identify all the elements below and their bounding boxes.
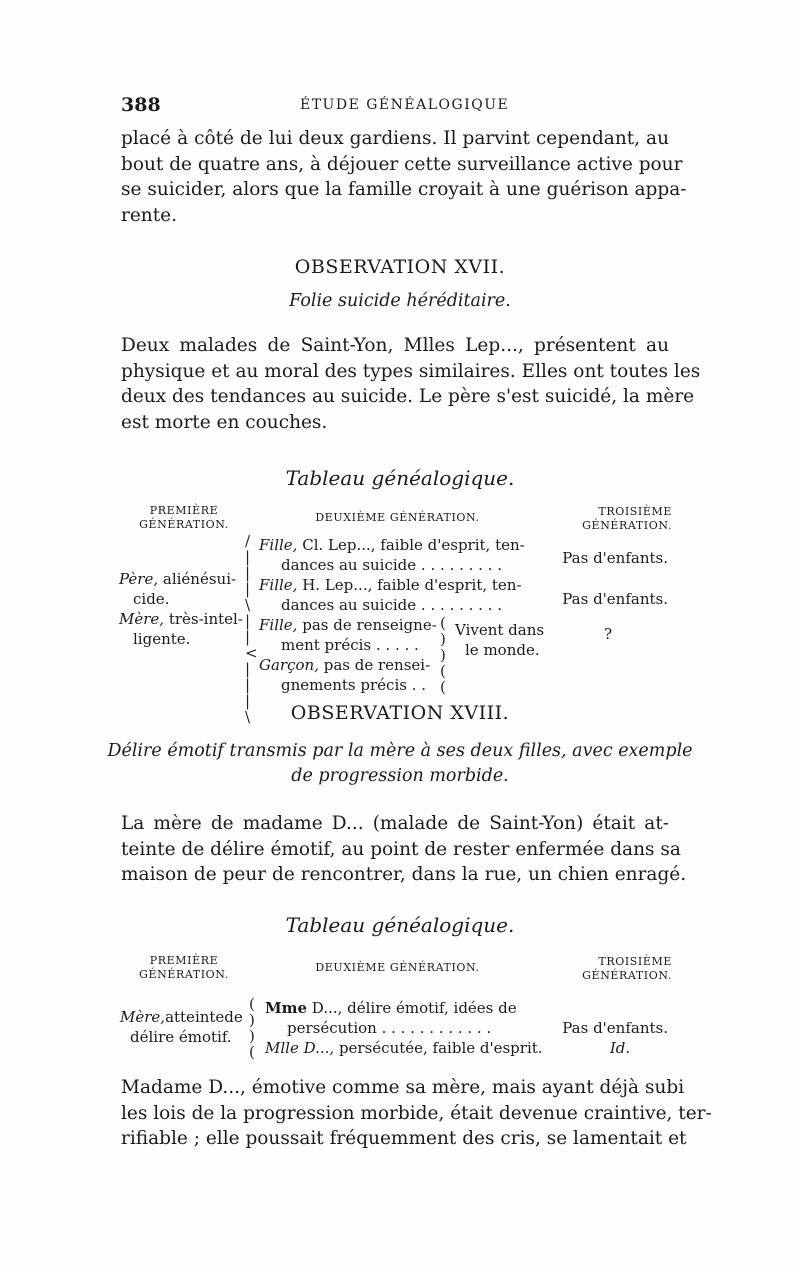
table1-third-gen-3: ? bbox=[603, 625, 613, 643]
observation-17-heading: OBSERVATION XVII. bbox=[294, 256, 506, 278]
cell-text: H. Lep..., faible d'esprit, ten- bbox=[297, 576, 522, 594]
cell-text: le monde. bbox=[465, 641, 540, 659]
table1-second-generation bbox=[259, 535, 525, 695]
text-line: deux des tendances au suicide. Le père s'est suicidé, la mère bbox=[121, 386, 695, 407]
header-line: GÉNÉRATION. bbox=[139, 968, 229, 981]
label: Mère, bbox=[120, 1008, 166, 1026]
cell-text: gnements précis . . bbox=[281, 676, 427, 694]
cell-text: dances au suicide . . . . . . . . . bbox=[281, 596, 502, 614]
label: Père, bbox=[119, 570, 159, 588]
table-cell-line bbox=[259, 595, 525, 615]
page-number: 388 bbox=[121, 94, 161, 116]
cell-text: Cl. Lep..., faible d'esprit, ten- bbox=[297, 536, 525, 554]
cell-text: persécution . . . . . . . . . . . . bbox=[287, 1019, 492, 1037]
table2-col2-header: DEUXIÈME GÉNÉRATION. bbox=[315, 961, 480, 974]
table1-brace-right: ( ) ) ( ( bbox=[440, 614, 446, 696]
cell-text: pas de renseigne- bbox=[297, 616, 437, 634]
header-line: GÉNÉRATION. bbox=[582, 519, 672, 532]
cell-text: atteintede bbox=[165, 1008, 243, 1026]
table1-third-gen-2: Pas d'enfants. bbox=[562, 590, 668, 608]
table2-col1-header bbox=[114, 954, 254, 982]
observation-17-body bbox=[121, 333, 701, 435]
text-line: teinte de délire émotif, au point de rester enfermée dans sa bbox=[121, 838, 681, 860]
observation-17-subtitle: Folie suicide héréditaire. bbox=[289, 291, 511, 311]
header-line: TROISIÈME bbox=[598, 955, 672, 968]
cell-text: Vivent dans bbox=[455, 621, 545, 639]
cell-text: D..., délire émotif, idées de bbox=[307, 999, 517, 1017]
table-cell-line bbox=[119, 629, 243, 649]
text-line: Madame D..., émotive comme sa mère, mais ayant déjà subi bbox=[121, 1077, 685, 1098]
cell-text: ment précis . . . . . bbox=[281, 636, 419, 654]
cell-text: ligente. bbox=[133, 630, 191, 648]
text-line: physique et au moral des types similaires. Elles ont toutes les bbox=[121, 360, 701, 382]
text-line: placé à côté de lui deux gardiens. Il parvint cependant, au bbox=[121, 128, 669, 149]
intro-paragraph bbox=[121, 126, 687, 228]
header-line: GÉNÉRATION. bbox=[139, 518, 229, 531]
table-cell-line bbox=[119, 609, 243, 629]
header-line: PREMIÈRE bbox=[149, 954, 219, 967]
table-cell-line bbox=[265, 1018, 543, 1038]
cell-text: pas de rensei- bbox=[318, 656, 431, 674]
cell-text: aliénésui- bbox=[158, 570, 237, 588]
label: Fille, bbox=[259, 536, 298, 554]
table-cell-line bbox=[259, 535, 525, 555]
table2-brace: ( ) ) ( bbox=[249, 995, 255, 1061]
table-cell-line bbox=[119, 589, 243, 609]
label: Fille, bbox=[259, 616, 298, 634]
label: Mère, bbox=[119, 610, 165, 628]
table-cell-line bbox=[259, 555, 525, 575]
observation-18-subtitle-line: Délire émotif transmis par la mère à ses deux filles, avec exemple bbox=[107, 741, 693, 761]
observation-17-table-title: Tableau généalogique. bbox=[285, 466, 515, 490]
label: Mme bbox=[265, 999, 308, 1017]
table-cell-line bbox=[265, 998, 543, 1018]
label: Mlle D..., bbox=[265, 1039, 335, 1057]
table1-first-generation bbox=[119, 569, 243, 649]
table1-third-gen-1: Pas d'enfants. bbox=[562, 549, 668, 567]
header-line: GÉNÉRATION. bbox=[582, 969, 672, 982]
closing-paragraph bbox=[121, 1075, 712, 1152]
text-line: bout de quatre ans, à déjouer cette surveillance active pour bbox=[121, 153, 683, 175]
table-cell-line bbox=[259, 675, 525, 695]
cell-text: persécutée, faible d'esprit. bbox=[334, 1039, 543, 1057]
text-line: Deux malades de Saint-Yon, Mlles Lep..., présentent au bbox=[121, 335, 669, 356]
table-cell-line bbox=[259, 575, 525, 595]
table-cell-line bbox=[120, 1007, 243, 1027]
table-cell-line bbox=[120, 1027, 243, 1047]
text-line: les lois de la progression morbide, était devenue craintive, ter- bbox=[121, 1102, 712, 1124]
text-line: La mère de madame D... (malade de Saint-Yon) était at- bbox=[121, 813, 669, 834]
text-line: se suicider, alors que la famille croyait à une guérison appa- bbox=[121, 179, 687, 200]
text-line: maison de peur de rencontrer, dans la rue, un chien enragé. bbox=[121, 864, 687, 885]
table2-third-gen-1: Pas d'enfants. bbox=[562, 1019, 668, 1037]
cell-text: cide. bbox=[133, 590, 170, 608]
label: Fille, bbox=[259, 576, 298, 594]
table1-brace-left: / | | | \ | | < | | | \ bbox=[245, 532, 258, 726]
table1-col1-header bbox=[114, 504, 254, 532]
table2-second-generation bbox=[265, 998, 543, 1058]
table-cell-line bbox=[119, 569, 243, 589]
header-line: TROISIÈME bbox=[598, 505, 672, 518]
text-line: rifiable ; elle poussait fréquemment des cris, se lamentait et bbox=[121, 1128, 687, 1149]
table1-vivent bbox=[455, 620, 544, 660]
cell-text: dances au suicide . . . . . . . . . bbox=[281, 556, 502, 574]
observation-18-body bbox=[121, 811, 687, 888]
observation-18-subtitle-line: de progression morbide. bbox=[291, 766, 509, 786]
header-line: PREMIÈRE bbox=[149, 504, 219, 517]
table2-col3-header bbox=[562, 955, 672, 983]
table1-col3-header bbox=[562, 505, 672, 533]
cell-text: délire émotif. bbox=[130, 1028, 232, 1046]
label: Garçon, bbox=[259, 656, 319, 674]
table2-third-gen-2: Id. bbox=[609, 1039, 631, 1057]
observation-18-table-title: Tableau généalogique. bbox=[285, 913, 515, 937]
table-cell-line bbox=[265, 1038, 543, 1058]
table1-col2-header: DEUXIÈME GÉNÉRATION. bbox=[315, 511, 480, 524]
cell-text: très-intel- bbox=[164, 610, 243, 628]
table2-first-generation bbox=[120, 1007, 243, 1047]
text-line: rente. bbox=[121, 204, 177, 226]
observation-18-heading: OBSERVATION XVIII. bbox=[290, 702, 510, 724]
text-line: est morte en couches. bbox=[121, 411, 328, 433]
running-title: ÉTUDE GÉNÉALOGIQUE bbox=[300, 97, 510, 113]
